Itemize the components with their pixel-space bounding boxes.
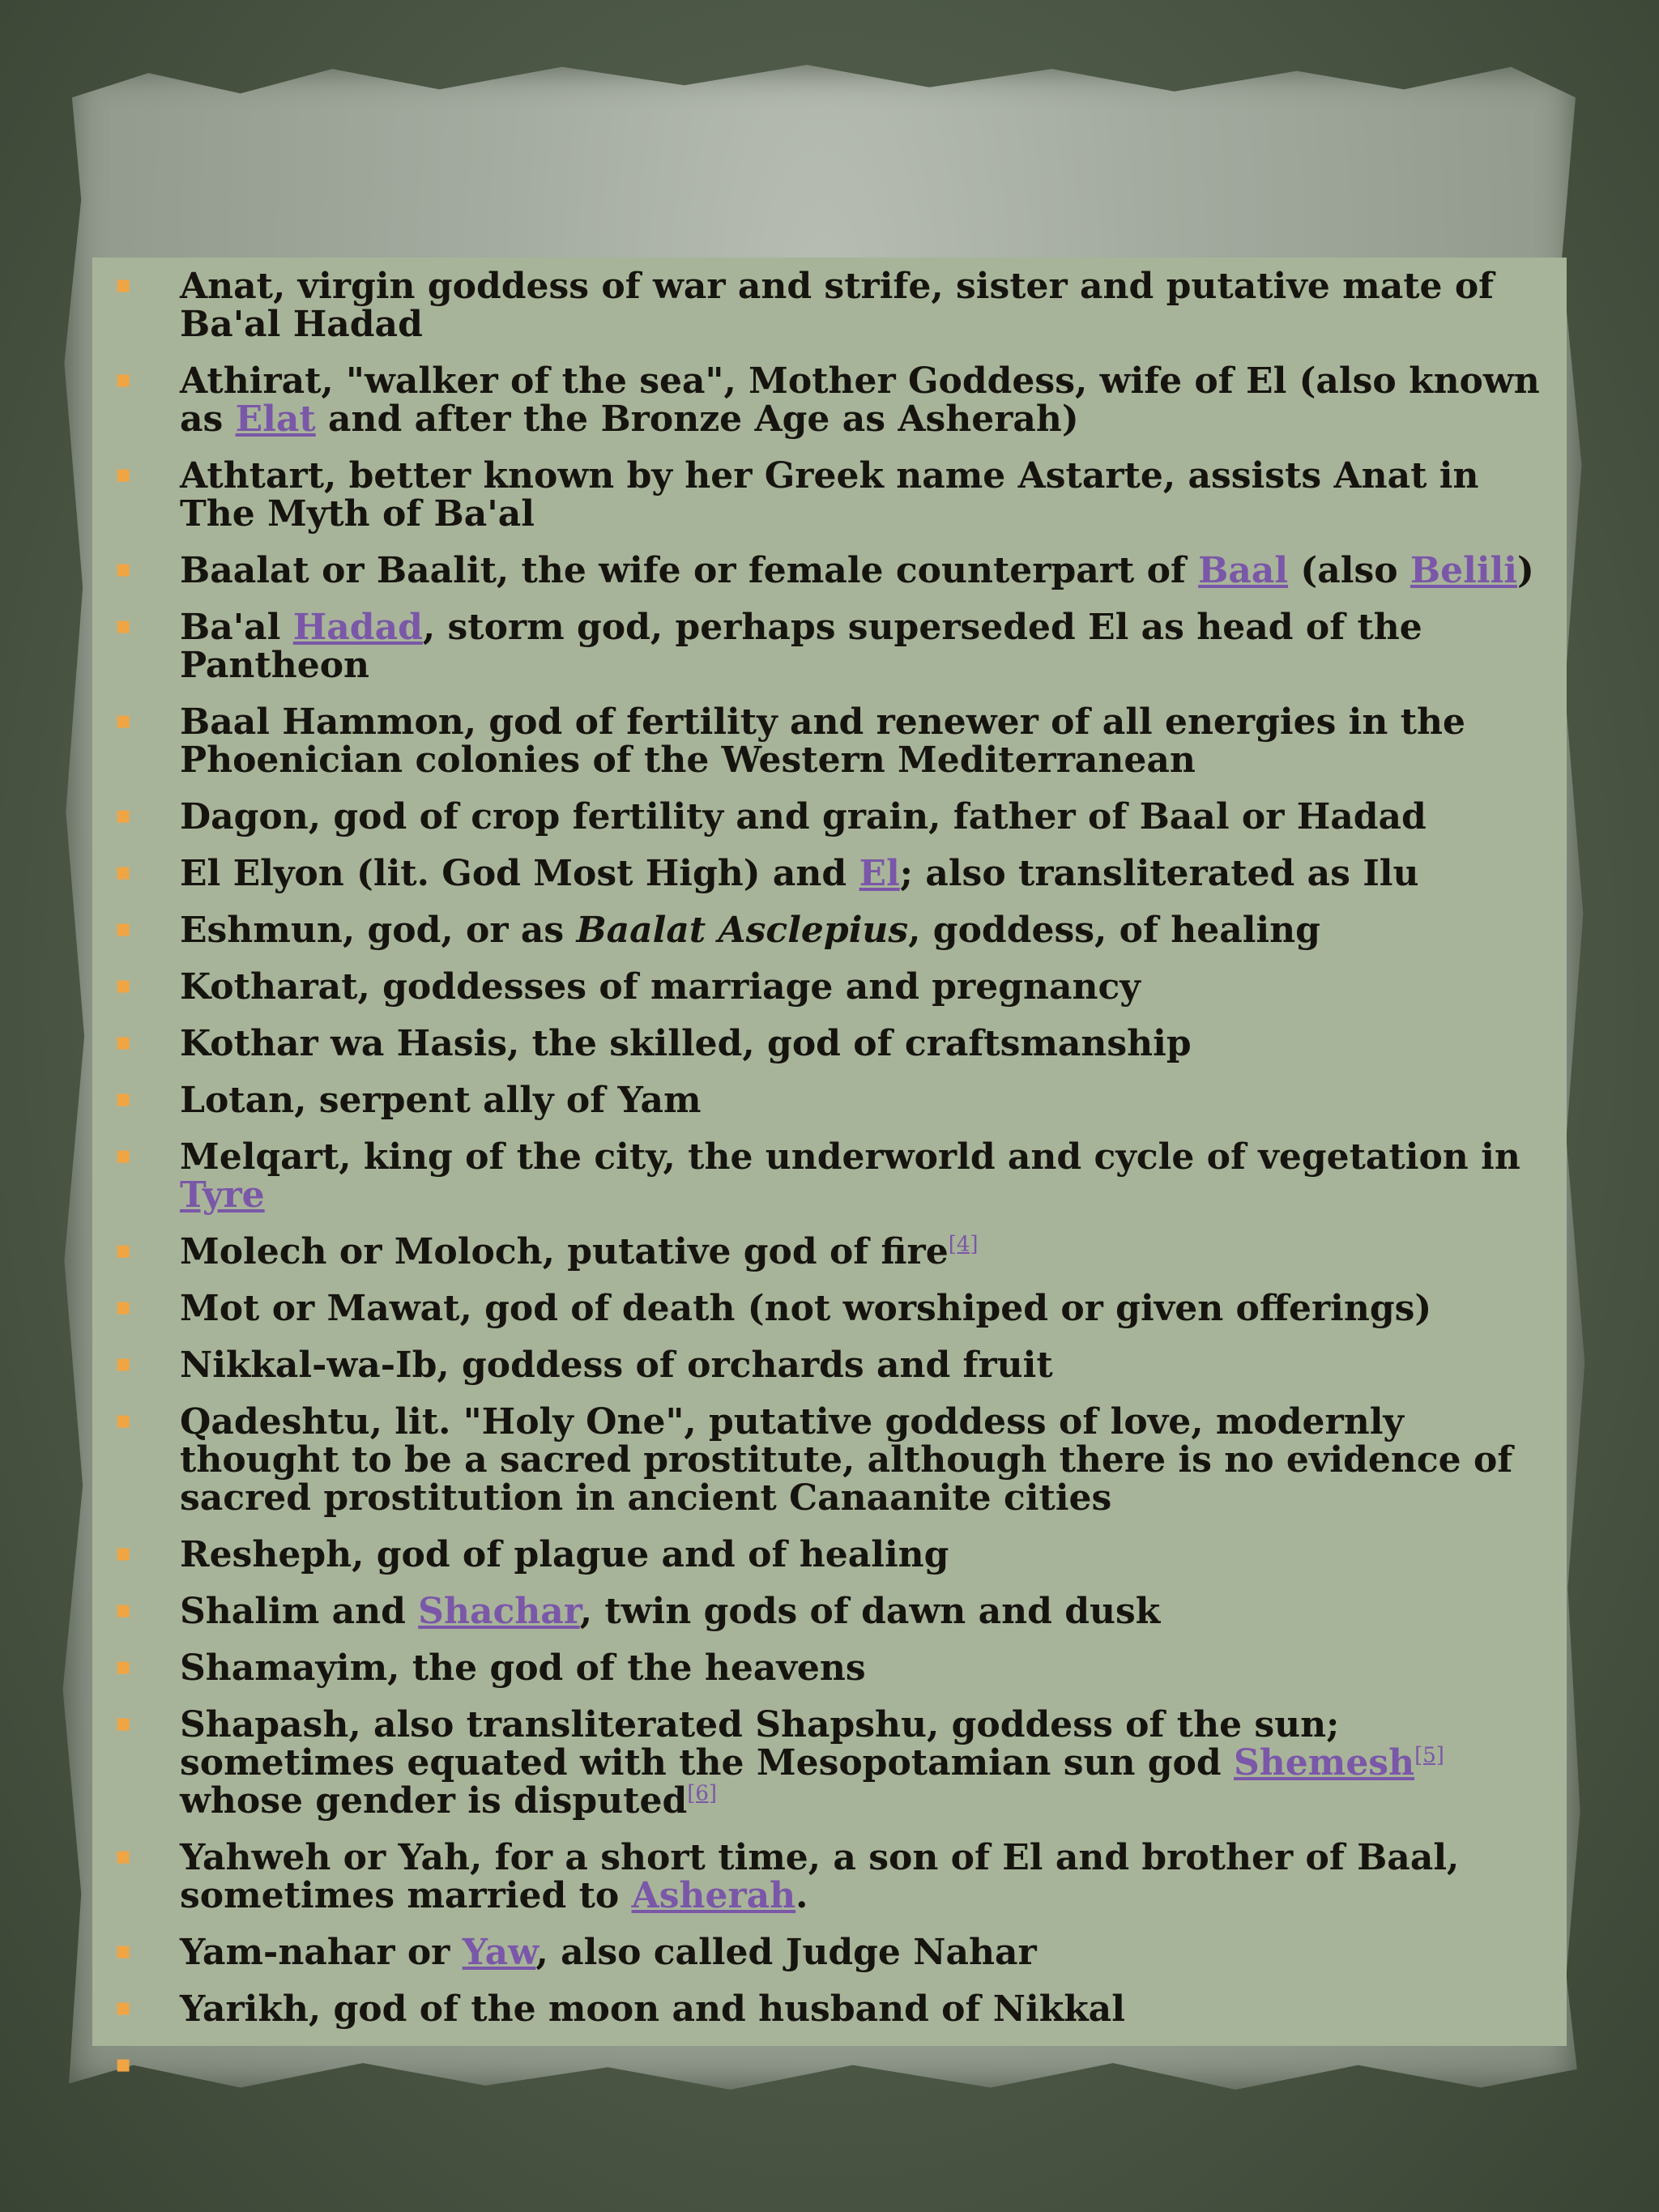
citation-link[interactable]: [5] [1414, 1743, 1444, 1768]
wiki-link[interactable]: Shachar [418, 1591, 580, 1632]
item-text: , goddess, of healing [908, 910, 1320, 951]
item-text: Shapash, also transliterated Shapshu, goddess of the sun; sometimes equated with the Mesopotamian sun god [180, 1704, 1340, 1784]
bullet-icon: ▪ [115, 1141, 132, 1170]
italic-text: Baalat Asclepius [576, 910, 909, 951]
list-item [92, 552, 1567, 590]
bullet-icon: ▪ [115, 1236, 132, 1264]
bullet-icon: ▪ [115, 271, 132, 299]
list-item [92, 362, 1567, 438]
item-text: Qadeshtu, lit. "Holy One", putative goddess of love, modernly thought to be a sacred prostitute, although there is no evidence of sacred prostitution in ancient Canaanite cities [180, 1401, 1513, 1519]
wiki-link[interactable]: El [859, 853, 900, 894]
list-item [92, 703, 1567, 779]
list-item [92, 968, 1567, 1006]
wiki-link[interactable]: Shemesh [1234, 1742, 1415, 1784]
bullet-icon: ▪ [115, 971, 132, 999]
bullet-icon: ▪ [115, 365, 132, 394]
list-item [92, 1233, 1567, 1271]
bullet-icon: ▪ [115, 801, 132, 829]
bullet-icon: ▪ [115, 1993, 132, 2022]
list-item [92, 1138, 1567, 1214]
bullet-icon: ▪ [115, 706, 132, 735]
citation-link[interactable]: [6] [687, 1781, 718, 1806]
wiki-link[interactable]: Belili [1410, 550, 1517, 591]
bullet-icon: ▪ [115, 1652, 132, 1681]
list-item [92, 1839, 1567, 1915]
bullet-icon: ▪ [115, 1709, 132, 1737]
item-text: Nikkal-wa-Ib, goddess of orchards and fruit [180, 1345, 1053, 1386]
item-text: Lotan, serpent ally of Yam [180, 1080, 702, 1121]
list-item [92, 457, 1567, 533]
citation-link[interactable]: [4] [948, 1232, 979, 1257]
list-item [92, 1289, 1567, 1328]
item-text: Resheph, god of plague and of healing [180, 1534, 949, 1575]
list-item [92, 1536, 1567, 1574]
item-text: Kotharat, goddesses of marriage and pregnancy [180, 966, 1141, 1008]
list-item [92, 1081, 1567, 1119]
item-text: Melqart, king of the city, the underworld and cycle of vegetation in [180, 1136, 1520, 1178]
item-text: Anat, virgin goddess of war and strife, sister and putative mate of Ba'al Hadad [180, 266, 1495, 345]
list-item [92, 1403, 1567, 1517]
bullet-icon: ▪ [115, 1842, 132, 1870]
bullet-icon: ▪ [115, 1596, 132, 1624]
wiki-link[interactable]: Tyre [180, 1174, 265, 1216]
list-item [92, 1649, 1567, 1687]
list-item [92, 267, 1567, 343]
deity-list [92, 266, 1567, 2078]
bullet-icon: ▪ [115, 1937, 132, 1965]
wiki-link[interactable]: Asherah [631, 1875, 796, 1916]
list-item [92, 1933, 1567, 1971]
list-item [92, 1990, 1567, 2028]
bullet-icon: ▪ [115, 555, 132, 583]
item-text: and after the Bronze Age as Asherah) [315, 399, 1079, 440]
bullet-icon: ▪ [115, 914, 132, 943]
item-text: Yarikh, god of the moon and husband of Nikkal [180, 1988, 1125, 2030]
bullet-icon: ▪ [115, 858, 132, 886]
item-text: ; also transliterated as Ilu [899, 853, 1419, 894]
list-item [92, 1592, 1567, 1630]
list-item [92, 1706, 1567, 1820]
bullet-icon: ▪ [115, 2050, 132, 2078]
item-text: (also [1288, 550, 1410, 591]
item-text: Shamayim, the god of the heavens [180, 1647, 866, 1689]
list-item [92, 1346, 1567, 1384]
wiki-link[interactable]: Baal [1198, 550, 1289, 591]
item-text: , twin gods of dawn and dusk [579, 1591, 1161, 1632]
item-text: Ba'al [180, 607, 293, 648]
item-text: . [795, 1875, 808, 1916]
item-text: Yahweh or Yah, for a short time, a son of El and brother of Baal, sometimes married to [180, 1837, 1460, 1916]
item-text: whose gender is disputed [180, 1780, 688, 1822]
bullet-icon: ▪ [115, 1028, 132, 1056]
item-text: ) [1516, 550, 1534, 591]
list-item [92, 798, 1567, 836]
content-box [92, 258, 1567, 2078]
list-item [92, 911, 1567, 949]
item-text: Baalat or Baalit, the wife or female counterpart of [180, 550, 1199, 591]
wiki-link[interactable]: Elat [235, 399, 316, 440]
item-text: Baal Hammon, god of fertility and renewer of all energies in the Phoenician colonies of the Western Mediterranean [180, 701, 1466, 781]
list-item [92, 608, 1567, 684]
bullet-icon: ▪ [115, 612, 132, 640]
bullet-icon: ▪ [115, 1349, 132, 1378]
item-text: Mot or Mawat, god of death (not worshiped or given offerings) [180, 1288, 1432, 1329]
item-text: Dagon, god of crop fertility and grain, father of Baal or Hadad [180, 796, 1427, 837]
list-item [92, 1025, 1567, 1063]
item-text: , also called Judge Nahar [535, 1932, 1037, 1973]
item-text: , storm god, perhaps superseded El as head of the Pantheon [180, 607, 1422, 686]
bullet-icon: ▪ [115, 1085, 132, 1113]
wiki-link[interactable]: Yaw [462, 1932, 536, 1973]
item-text: Athirat, "walker of the sea", Mother Goddess, wife of El (also known as [180, 360, 1540, 440]
bullet-icon: ▪ [115, 1406, 132, 1434]
wiki-link[interactable]: Hadad [292, 607, 423, 648]
item-text: Kothar wa Hasis, the skilled, god of craftsmanship [180, 1023, 1192, 1064]
bullet-icon: ▪ [115, 1293, 132, 1321]
list-item [92, 855, 1567, 893]
item-text: Shalim and [180, 1591, 419, 1632]
item-text: Yam-nahar or [180, 1932, 463, 1973]
item-text: Molech or Moloch, putative god of fire [180, 1231, 949, 1272]
bullet-icon: ▪ [115, 460, 132, 488]
item-text: Athtart, better known by her Greek name Astarte, assists Anat in The Myth of Ba'al [180, 455, 1479, 535]
item-text: Eshmun, god, or as [180, 910, 577, 951]
item-text: El Elyon (lit. God Most High) and [180, 853, 859, 894]
bullet-icon: ▪ [115, 1539, 132, 1567]
